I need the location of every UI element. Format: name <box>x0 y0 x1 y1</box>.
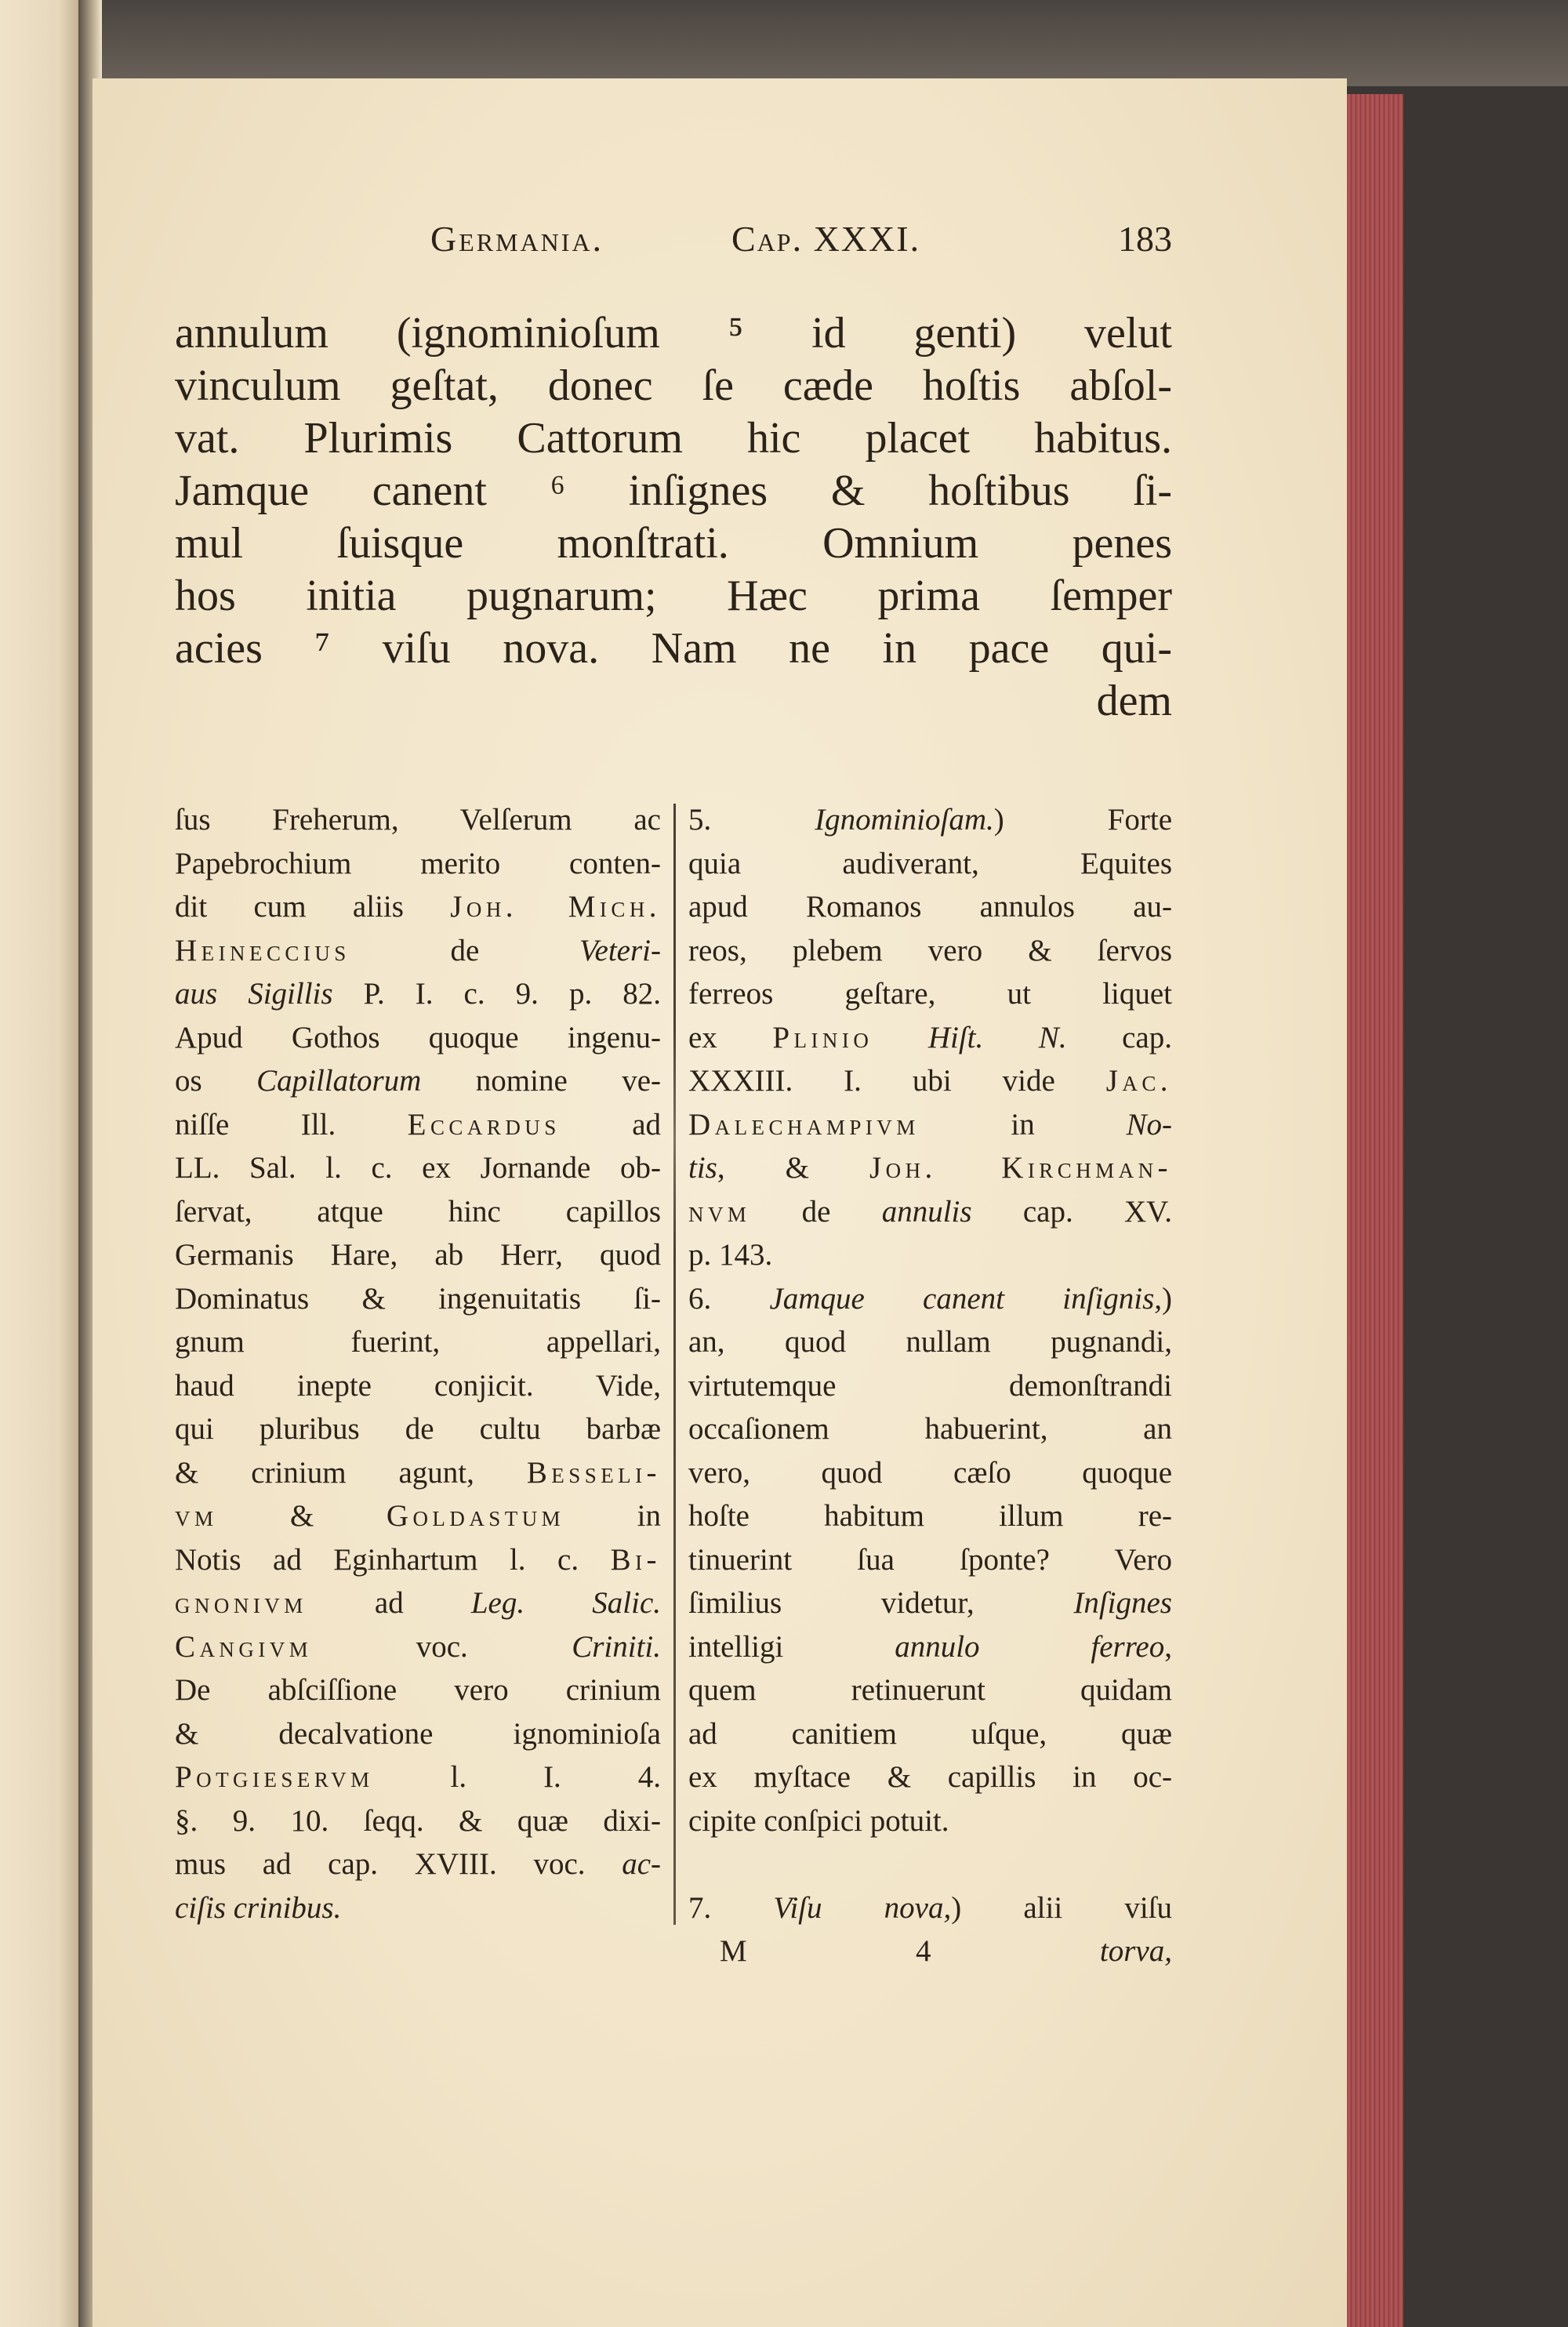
text: quem retinuerunt quidam <box>688 1673 1172 1707</box>
text-line: mul ſuisque monſtrati. Omnium penes <box>175 519 1172 568</box>
small-caps-name: Jac. <box>1105 1064 1172 1098</box>
footnote-line <box>688 1059 1172 1103</box>
footnote-line <box>688 1538 1172 1582</box>
footnote-line <box>175 885 661 929</box>
text: quia audiverant, Equites <box>688 846 1172 880</box>
footnote-line <box>175 1799 661 1843</box>
spacer <box>688 1842 1172 1886</box>
footnote-line <box>688 1755 1172 1799</box>
chapter-label: Cap. XXXI. <box>731 219 921 259</box>
italic-text: Veteri- <box>579 933 661 967</box>
footnote-line <box>175 1668 661 1712</box>
text: & crinium agunt, <box>175 1455 527 1490</box>
text: Notis ad Eginhartum l. c. <box>175 1542 611 1577</box>
text: ) <box>1162 1281 1172 1316</box>
text: ad canitiem uſque, quæ <box>688 1716 1172 1751</box>
text: Germanis Hare, ab Herr, quod <box>175 1238 661 1272</box>
footnote-line <box>688 1625 1172 1669</box>
text-line: vinculum geſtat, donec ſe cæde hoſtis abſol- <box>175 361 1172 410</box>
page-number: 183 <box>1118 219 1172 259</box>
small-caps-name: Cangivm <box>175 1629 313 1664</box>
footnote-line <box>688 1494 1172 1538</box>
text <box>873 1021 928 1055</box>
footnote-line <box>175 1364 661 1408</box>
text: apud Romanos annulos au- <box>688 890 1172 924</box>
footnote-line <box>175 1625 661 1669</box>
main-text <box>175 307 1172 728</box>
footnote-line <box>688 1233 1172 1277</box>
small-caps-name: nvm <box>688 1194 751 1229</box>
text: p. 143. <box>688 1238 773 1272</box>
italic-text: annulo ferreo <box>895 1629 1165 1664</box>
text: ) alii viſu <box>951 1890 1172 1925</box>
text: ) Forte <box>993 803 1173 837</box>
text: cipite conſpici potuit. <box>688 1803 949 1838</box>
italic-text: Hiſt. N. <box>927 1020 1067 1055</box>
text: 7. <box>688 1890 774 1925</box>
footnote-line <box>688 929 1172 973</box>
text: voc. <box>312 1629 572 1664</box>
text: occaſionem habuerint, an <box>688 1412 1172 1446</box>
text: 5. <box>688 803 815 837</box>
small-caps-name: vm <box>175 1499 218 1533</box>
small-caps-name: Eccardus <box>407 1107 561 1142</box>
footnote-line <box>175 1059 661 1103</box>
text-line: annulum (ignominioſum ⁵ id genti) velut <box>175 309 1172 358</box>
footnote-line <box>175 1886 661 1930</box>
footnote-line <box>688 1799 1172 1843</box>
text: , & <box>717 1151 869 1185</box>
footnote-line <box>688 1712 1172 1756</box>
text: ſus Freherum, Velſerum ac <box>175 803 661 837</box>
text: niſſe Ill. <box>175 1107 408 1142</box>
footnote-line <box>175 1842 661 1886</box>
footnote-line <box>688 1016 1172 1060</box>
text: de <box>750 1194 882 1229</box>
text: dit cum aliis <box>175 890 451 924</box>
text: vero, quod cæſo quoque <box>688 1455 1172 1490</box>
text: os <box>175 1064 257 1098</box>
footnote-line <box>175 1581 661 1625</box>
text: ex myſtace & capillis in oc- <box>688 1760 1172 1794</box>
footnote-line <box>175 1451 661 1495</box>
text: LL. Sal. l. c. ex Jornande ob- <box>175 1151 661 1185</box>
text: qui pluribus de cultu barbæ <box>175 1412 661 1446</box>
catchword-line: dem <box>1096 677 1172 725</box>
text: virtutemque demonſtrandi <box>688 1368 1172 1403</box>
small-caps-name: Plinio <box>772 1020 873 1055</box>
text: gnum fuerint, appellari, <box>175 1325 661 1359</box>
footnote-line <box>175 1146 661 1190</box>
footnote-line <box>688 1581 1172 1625</box>
small-caps-name: Bi- <box>610 1542 661 1577</box>
text: nomine ve- <box>421 1064 661 1098</box>
footnote-line <box>688 1190 1172 1234</box>
catchword: torva, <box>1099 1934 1172 1968</box>
text: Papebrochium merito conten- <box>175 846 661 880</box>
column-divider <box>673 804 676 1925</box>
footnotes-left-column <box>175 798 661 1929</box>
footnote-line <box>688 1364 1172 1408</box>
text-line: acies ⁷ viſu nova. Nam ne in pace qui- <box>175 624 1172 673</box>
italic-text: ciſis crinibus. <box>175 1890 342 1925</box>
footnote-line <box>688 1668 1172 1712</box>
footnote-line <box>688 798 1172 842</box>
text: Apud Gothos quoque ingenu- <box>175 1020 661 1055</box>
text: ad <box>307 1586 471 1620</box>
text: ſimilius videtur, <box>688 1586 1074 1620</box>
italic-text: Jamque canent inſignis, <box>769 1281 1162 1316</box>
text: l. I. 4. <box>373 1760 661 1794</box>
footnote-line <box>175 1233 661 1277</box>
text-line: hos initia pugnarum; Hæc prima ſemper <box>175 572 1172 620</box>
footnote-line <box>688 1407 1172 1451</box>
text: De abſciſſione vero crinium <box>175 1673 661 1707</box>
text: haud inepte conjicit. Vide, <box>175 1368 661 1403</box>
footnote-line <box>688 885 1172 929</box>
text: cap. XV. <box>971 1194 1173 1229</box>
footnote-line <box>688 1146 1172 1190</box>
text: an, quod nullam pugnandi, <box>688 1325 1172 1359</box>
italic-text: Leg. Salic. <box>470 1586 662 1620</box>
signature-mark: M 4 <box>720 1934 931 1968</box>
text: reos, plebem vero & ſervos <box>688 933 1172 967</box>
footnotes-right-column <box>688 798 1172 1973</box>
footnote-line <box>175 1190 661 1234</box>
text: intelligi <box>688 1629 895 1664</box>
footnote-line <box>175 798 661 842</box>
red-page-edges <box>1342 94 1403 2327</box>
text: ex <box>688 1020 773 1055</box>
footnote-line <box>175 929 661 973</box>
text: Dominatus & ingenuitatis ſi- <box>175 1281 661 1316</box>
footnote-line <box>688 1451 1172 1495</box>
italic-text: aus Sigillis <box>175 977 333 1011</box>
footnote-line <box>175 1407 661 1451</box>
italic-text: Capillatorum <box>256 1064 422 1098</box>
small-caps-name: Joh. Kirchman- <box>869 1151 1173 1185</box>
italic-text: Viſu nova, <box>773 1890 952 1925</box>
italic-text: annulis <box>881 1194 972 1229</box>
text: ad <box>560 1107 661 1142</box>
text: , <box>1164 1629 1172 1664</box>
footnote-line <box>175 1712 661 1756</box>
text: in <box>564 1499 661 1533</box>
italic-text: Criniti. <box>572 1629 661 1664</box>
signature-line <box>688 1929 1172 1973</box>
text-line: vat. Plurimis Cattorum hic placet habitus. <box>175 414 1172 463</box>
text-line: Jamque canent ⁶ inſignes & hoſtibus ſi- <box>175 466 1172 515</box>
text: XXXIII. I. ubi vide <box>688 1064 1106 1098</box>
background-top <box>85 0 1568 86</box>
text: 6. <box>688 1281 770 1316</box>
footnote-line <box>688 1103 1172 1147</box>
footnote-line <box>175 1755 661 1799</box>
footnote-line <box>688 1320 1172 1364</box>
footnote-line <box>175 842 661 886</box>
footnote-line <box>175 1103 661 1147</box>
small-caps-name: Dalechampivm <box>688 1107 920 1142</box>
running-title: Germania. <box>430 219 604 259</box>
text: hoſte habitum illum re- <box>688 1499 1172 1533</box>
text: de <box>350 933 580 967</box>
italic-text: tis <box>688 1151 717 1185</box>
italic-text: No- <box>1126 1107 1172 1142</box>
italic-text: Ignominioſam. <box>815 803 994 837</box>
text: tinuerint ſua ſponte? Vero <box>688 1542 1172 1577</box>
small-caps-name: gnonivm <box>175 1586 307 1620</box>
footnote-line <box>175 1320 661 1364</box>
footnote-line <box>688 1886 1172 1930</box>
small-caps-name: Joh. Mich. <box>450 890 662 924</box>
text: ſervat, atque hinc capillos <box>175 1194 661 1229</box>
footnote-line <box>175 1277 661 1321</box>
text: mus ad cap. XVIII. voc. <box>175 1847 622 1881</box>
text: & <box>217 1499 387 1533</box>
text: P. I. c. 9. p. 82. <box>332 977 661 1011</box>
text: cap. <box>1066 1020 1172 1055</box>
text: ferreos geſtare, ut liquet <box>688 977 1172 1011</box>
small-caps-name: Potgieservm <box>175 1760 374 1794</box>
footnote-line <box>175 1016 661 1060</box>
text: in <box>919 1107 1127 1142</box>
text: & decalvatione ignominioſa <box>175 1716 661 1751</box>
small-caps-name: Goldastum <box>386 1499 565 1533</box>
italic-text: ac- <box>622 1847 661 1881</box>
footnote-line <box>175 1538 661 1582</box>
italic-text: Inſignes <box>1073 1586 1172 1620</box>
footnote-line <box>175 1494 661 1538</box>
footnote-line <box>688 972 1172 1016</box>
text: §. 9. 10. ſeqq. & quæ dixi- <box>175 1803 661 1838</box>
footnote-line <box>688 1277 1172 1321</box>
small-caps-name: Besseli- <box>526 1455 661 1490</box>
facing-page-edge <box>0 0 85 2327</box>
footnote-line <box>688 842 1172 886</box>
small-caps-name: Heineccius <box>175 933 350 967</box>
running-header <box>175 218 1172 265</box>
footnote-line <box>175 972 661 1016</box>
